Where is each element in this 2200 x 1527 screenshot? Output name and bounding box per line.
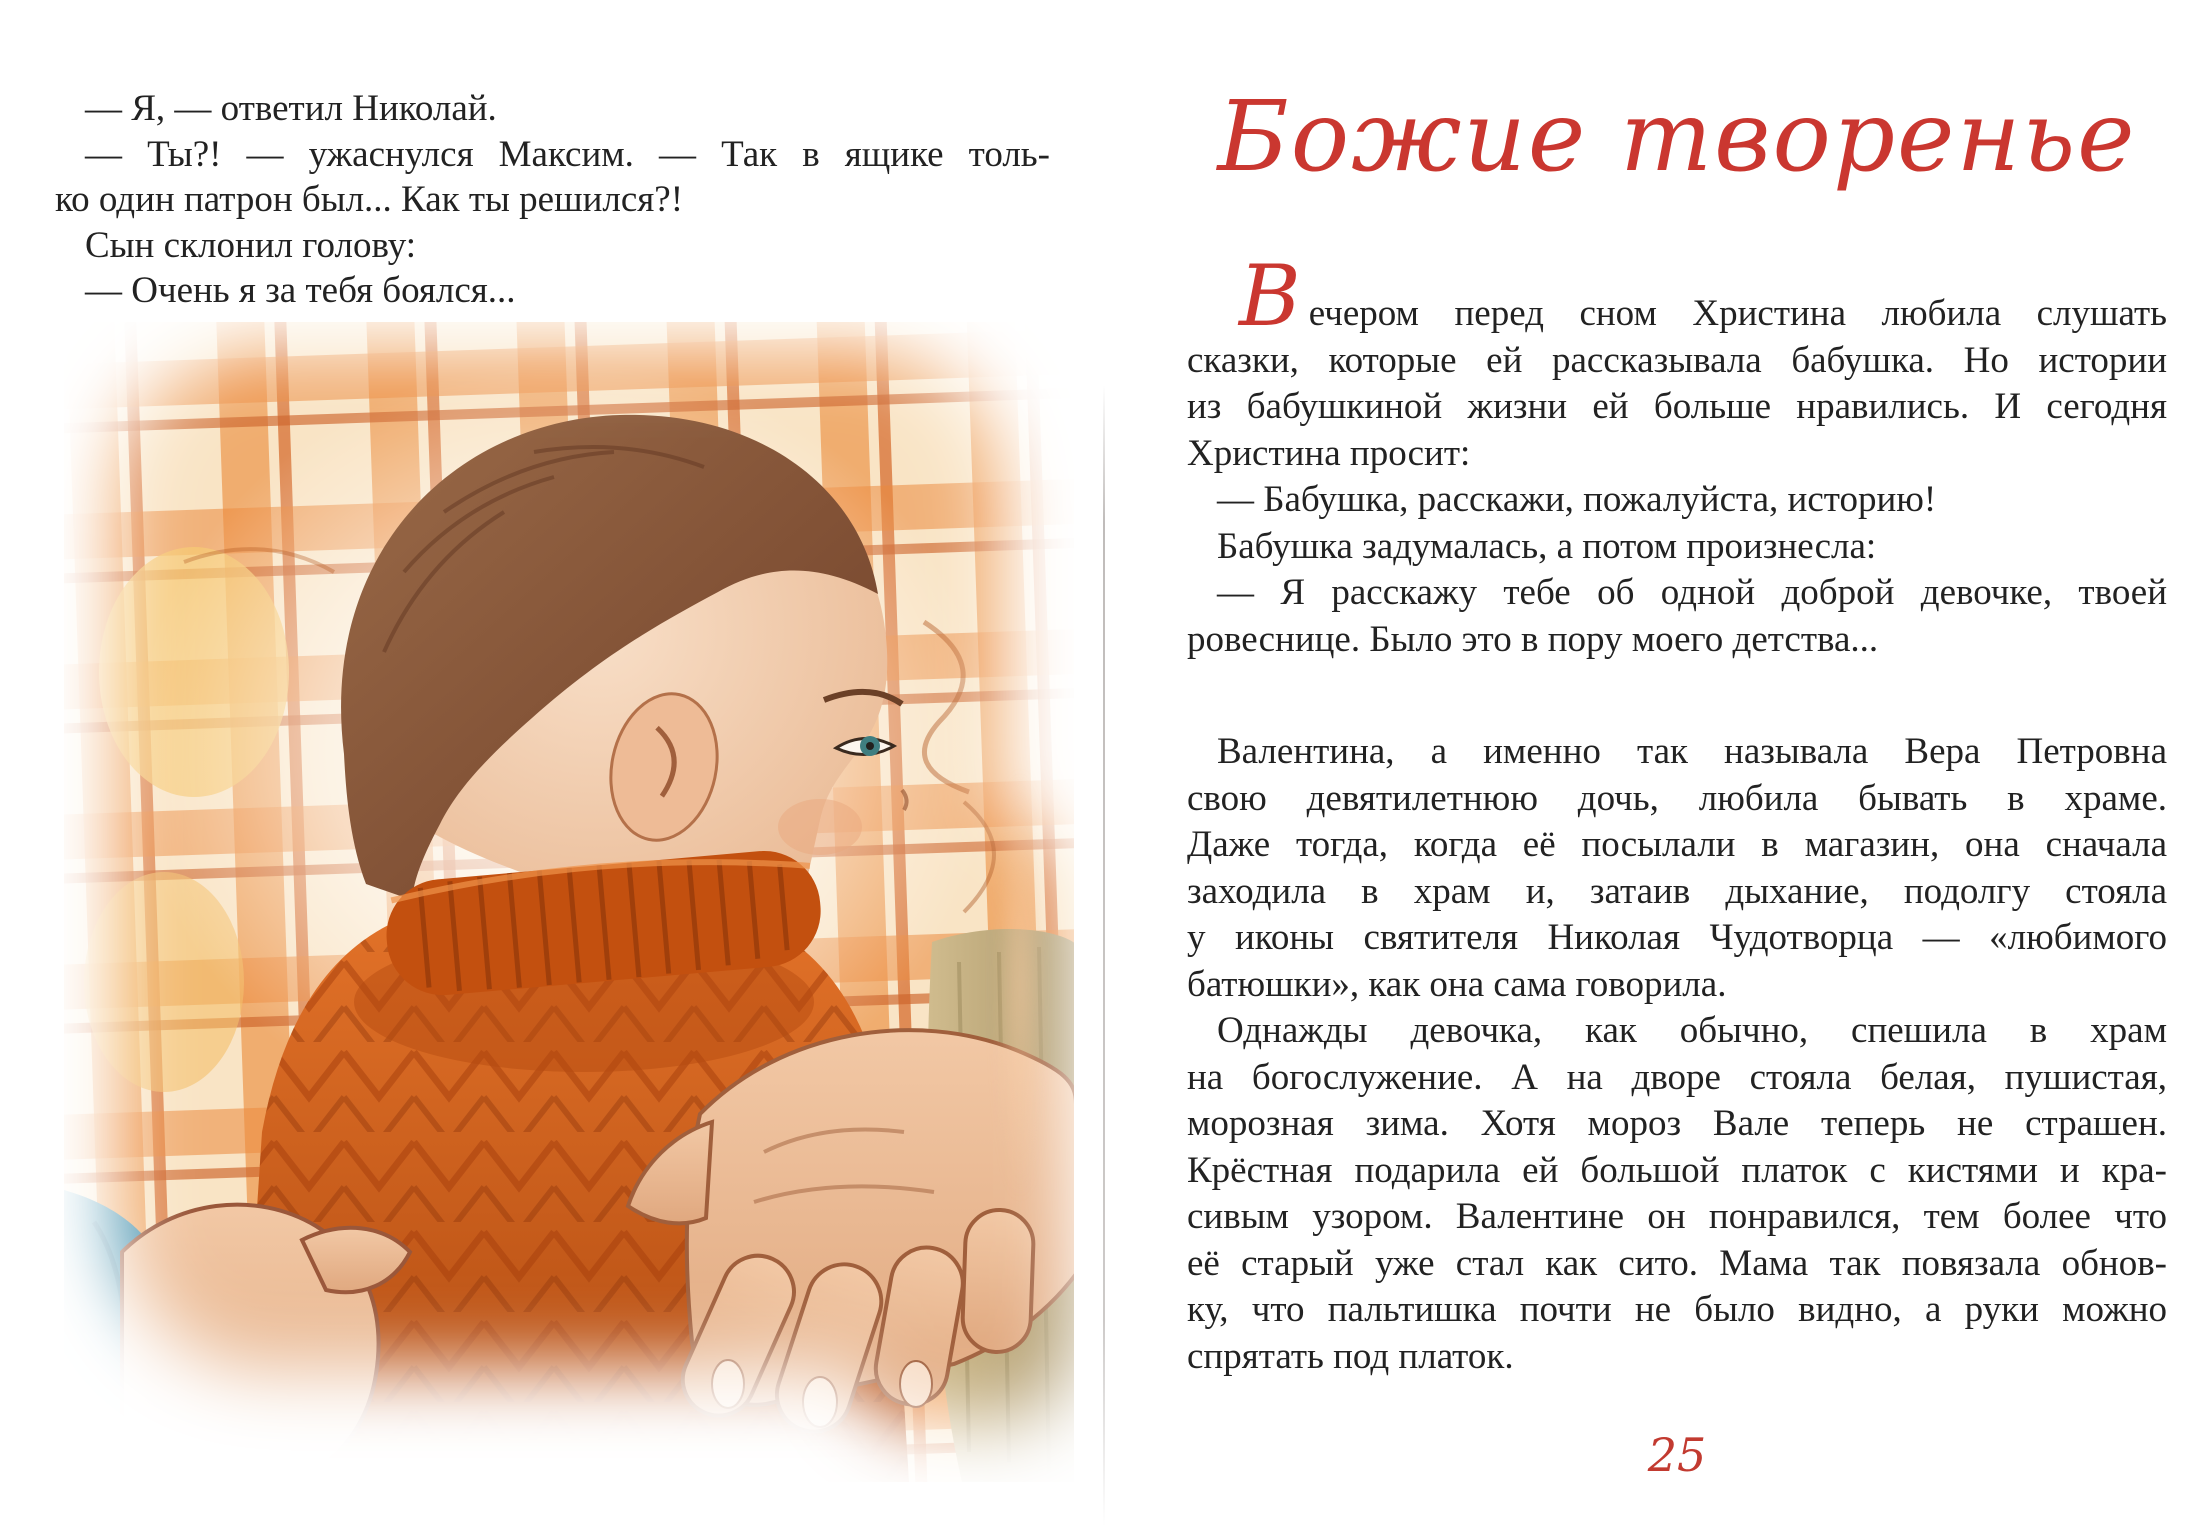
gutter-smudge bbox=[995, 770, 1045, 1200]
body-line: Христина просит: bbox=[1187, 432, 1471, 474]
body-line: Крёстная подарила ей большой платок с кистями и кра- bbox=[1187, 1149, 2167, 1191]
gutter-shadow bbox=[1103, 385, 1105, 1527]
body-line: у иконы святителя Николая Чудотворца — «любимого bbox=[1187, 917, 2167, 958]
body-line: сивым узором. Валентине он понравился, тем более что bbox=[1187, 1196, 2167, 1237]
body-line: ровеснице. Было это в пору моего детства... bbox=[1187, 618, 1879, 660]
left-text-block bbox=[55, 86, 1050, 314]
text-line: ко один патрон был... Как ты решился?! bbox=[55, 179, 684, 220]
section-break bbox=[1187, 663, 2167, 729]
right-text-block bbox=[1187, 247, 2167, 1380]
body-line: ку, что пальтишка почти не было видно, а руки можно bbox=[1187, 1289, 2167, 1330]
page-number: 25 bbox=[1647, 1428, 1707, 1482]
body-line-text: ечером перед сном Христина любила слушать bbox=[1308, 293, 2167, 334]
body-line: из бабушкиной жизни ей больше нравились. И сегодня bbox=[1187, 386, 2167, 427]
body-line bbox=[1187, 247, 2167, 345]
body-line: свою девятилетнюю дочь, любила бывать в храме. bbox=[1187, 777, 2167, 819]
body-line: — Я расскажу тебе об одной доброй девочке, твоей bbox=[1217, 572, 2167, 613]
chapter-title: Божие творенье bbox=[1217, 80, 2137, 193]
text-line: — Я, — ответил Николай. bbox=[85, 88, 497, 129]
body-line: сказки, которые ей рассказывала бабушка. Но истории bbox=[1187, 339, 2167, 381]
body-line: — Бабушка, расскажи, пожалуйста, историю! bbox=[1217, 479, 1937, 520]
body-line: спрятать под платок. bbox=[1187, 1335, 1514, 1377]
body-line: Бабушка задумалась, а потом произнесла: bbox=[1217, 525, 1877, 567]
drop-cap: В bbox=[1239, 247, 1301, 345]
body-line: Однажды девочка, как обычно, спешила в храм bbox=[1217, 1010, 2167, 1051]
text-line: — Очень я за тебя боялся... bbox=[85, 270, 516, 311]
body-line: заходила в храм и, затаив дыхание, подолгу стояла bbox=[1187, 870, 2167, 912]
body-line: морозная зима. Хотя мороз Вале теперь не страшен. bbox=[1187, 1103, 2167, 1144]
text-line: — Ты?! — ужаснулся Максим. — Так в ящике толь- bbox=[85, 133, 1050, 175]
body-line: Валентина, а именно так называла Вера Петровна bbox=[1217, 731, 2167, 772]
body-line: Даже тогда, когда её посылали в магазин, она сначала bbox=[1187, 824, 2167, 865]
text-line: Сын склонил голову: bbox=[85, 224, 416, 266]
body-line: батюшки», как она сама говорила. bbox=[1187, 963, 1727, 1005]
body-line: её старый уже стал как сито. Мама так повязала обнов- bbox=[1187, 1242, 2167, 1284]
body-line: на богослужение. А на дворе стояла белая, пушистая, bbox=[1187, 1056, 2167, 1098]
boy-embraced-illustration bbox=[64, 322, 1074, 1482]
